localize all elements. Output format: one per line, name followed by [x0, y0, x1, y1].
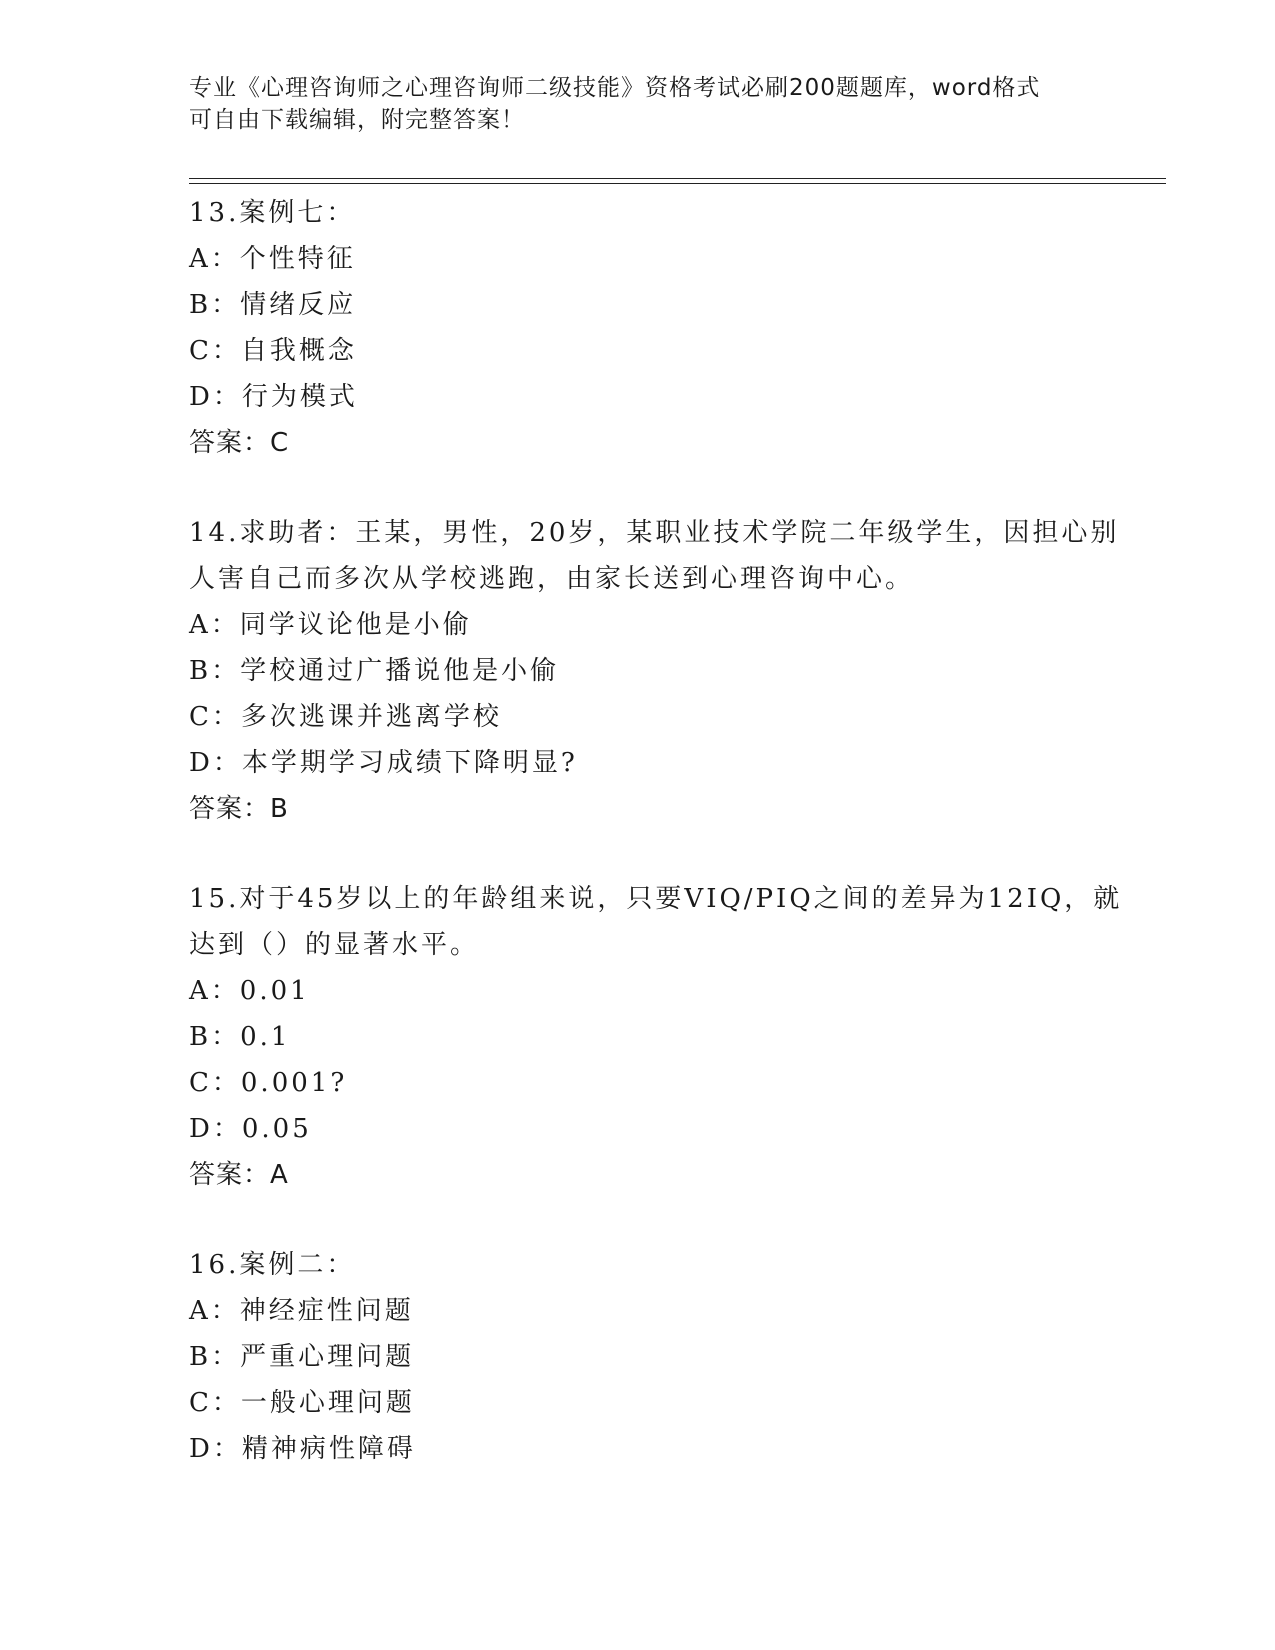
question-stem: 15.对于45岁以上的年龄组来说，只要VIQ/PIQ之间的差异为12IQ，就达到（）的显著水平。: [189, 884, 1123, 960]
option-d: D：0.05: [189, 1114, 312, 1144]
option-b: B：0.1: [189, 1022, 291, 1052]
option-b: B：情绪反应: [189, 290, 357, 320]
question-13: [189, 190, 1129, 466]
answer-label: 答案：C: [189, 428, 290, 458]
option-d: D：本学期学习成绩下降明显?: [189, 748, 578, 778]
option-a: A：0.01: [189, 976, 310, 1006]
option-a: A：个性特征: [189, 244, 356, 274]
question-16: [189, 1242, 1129, 1472]
header-divider-bottom: [189, 183, 1166, 184]
option-c: C：自我概念: [189, 336, 357, 366]
document-header: [189, 72, 1089, 136]
header-line-1: 专业《心理咨询师之心理咨询师二级技能》资格考试必刷200题题库，word格式: [189, 75, 1041, 101]
question-list: [189, 190, 1129, 1472]
question-stem: 14.求助者：王某，男性，20岁，某职业技术学院二年级学生，因担心别人害自己而多次从学校逃跑，由家长送到心理咨询中心。: [189, 518, 1120, 594]
option-a: A：神经症性问题: [189, 1296, 414, 1326]
question-14: [189, 510, 1129, 832]
option-b: B：学校通过广播说他是小偷: [189, 656, 560, 686]
option-a: A：同学议论他是小偷: [189, 610, 472, 640]
option-c: C：0.001?: [189, 1068, 348, 1098]
answer-label: 答案：B: [189, 794, 289, 824]
option-b: B：严重心理问题: [189, 1342, 415, 1372]
option-c: C：一般心理问题: [189, 1388, 415, 1418]
answer-label: 答案：A: [189, 1160, 289, 1190]
question-stem: 16.案例二：: [189, 1250, 356, 1280]
header-line-2: 可自由下载编辑，附完整答案！: [189, 107, 525, 133]
option-c: C：多次逃课并逃离学校: [189, 702, 502, 732]
option-d: D：行为模式: [189, 382, 358, 412]
question-stem: 13.案例七：: [189, 198, 356, 228]
header-divider-top: [189, 178, 1166, 179]
option-d: D：精神病性障碍: [189, 1434, 416, 1464]
question-15: [189, 876, 1129, 1198]
